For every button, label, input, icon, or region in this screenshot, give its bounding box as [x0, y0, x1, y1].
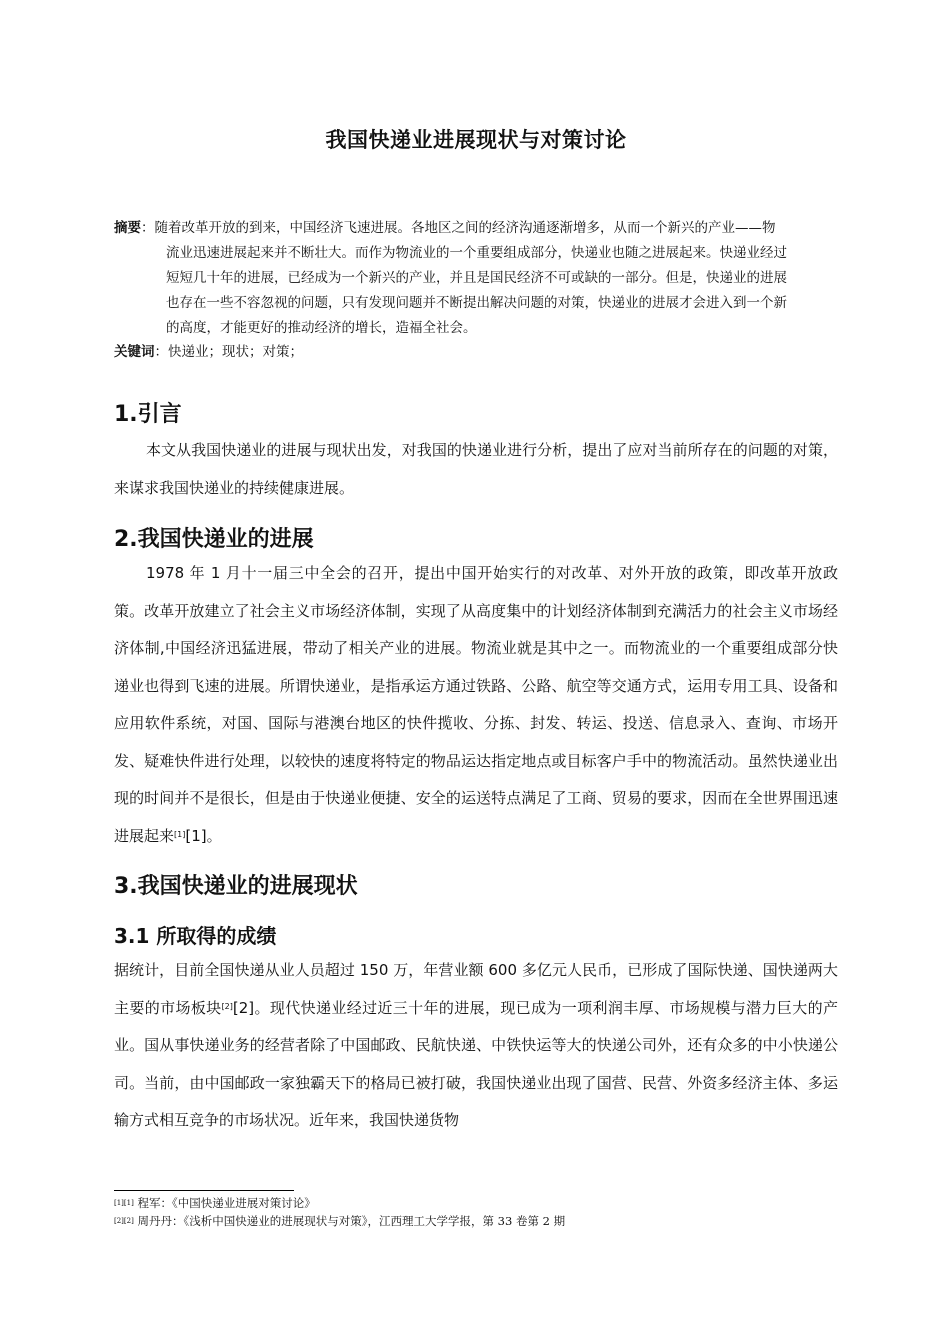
section-3-heading: 3.我国快递业的进展现状 [114, 874, 358, 899]
section-1-heading: 1.引言 [114, 402, 182, 427]
section-2-heading: 2.我国快递业的进展 [114, 527, 314, 552]
document-title: 我国快递业进展现状与对策讨论 [325, 128, 627, 152]
abstract-line-4: 也存在一些不容忽视的问题，只有发现问题并不断提出解决问题的对策，快递业的进展才会进入到一个新 [166, 295, 787, 311]
footnote-1 [114, 1195, 316, 1211]
keywords-label: 关键词 [114, 344, 155, 360]
footnote-ref-1[interactable]: [1] [174, 829, 186, 839]
section-3-1-heading: 3.1 所取得的成绩 [114, 924, 277, 948]
section-2-tail: [1]。 [185, 826, 222, 845]
keywords-text: 快递业；现状；对策； [168, 344, 303, 360]
footnote-2-text: 周丹丹：《浅析中国快递业的进展现状与对策》，江西理工大学学报，第 33 卷第 2 期 [137, 1214, 566, 1228]
abstract-line-5: 的高度，才能更好的推动经济的增长，造福全社会。 [166, 320, 477, 336]
abstract-text-1: 随着改革开放的到来，中国经济飞速进展。各地区之间的经济沟通逐渐增多，从而一个新兴的产业——物 [154, 220, 776, 236]
abstract-separator: ： [141, 220, 155, 236]
abstract-line-1 [114, 216, 838, 241]
abstract-line-3: 短短几十年的进展，已经成为一个新兴的产业，并且是国民经济不可或缺的一部分。但是，快递业的进展 [166, 270, 787, 286]
abstract-line-2: 流业迅速进展起来并不断壮大。而作为物流业的一个重要组成部分，快递业也随之进展起来。快递业经过 [166, 245, 787, 261]
abstract-label: 摘要 [114, 220, 141, 236]
section-3-1-text-b: [2]。现代快递业经过近三十年的进展，现已成为一项利润丰厚、市场规模与潜力巨大的产业。国从事快递业务的经营者除了中国邮政、民航快递、中铁快运等大的快递公司外，还有众多的中小快递公司。当前，由中国邮政一家独霸天下的格局已被打破，我国快递业出现了国营、民营、外资多经济主体、多运输方式相互竞争的市场状况。近年来，我国快递货物 [114, 998, 838, 1129]
footnote-2-mark: [2][2] [114, 1217, 134, 1225]
footnote-2 [114, 1213, 565, 1229]
section-3-1-text-a: 据统计，目前全国快递从业人员超过 150 万，年营业额 600 多亿元人民币，已形成了国际快递、国快递两大主要的市场板块 [114, 961, 838, 1017]
section-2-text: 1978 年 1 月十一届三中全会的召开，提出中国开始实行的对改革、对外开放的政策，即改革开放政策。改革开放建立了社会主义市场经济体制，实现了从高度集中的计划经济体制到充满活力的社会主义市场经济体制,中国经济迅猛进展，带动了相关产业的进展。物流业就是其中之一。而物流业的一个重要组成部分快递业也得到飞速的进展。所谓快递业，是指承运方通过铁路、公路、航空等交通方式，运用专用工具、设备和应用软件系统，对国、国际与港澳台地区的快件揽收、分拣、封发、转运、投送、信息录入、查询、市场开发、疑难快件进行处理，以较快的速度将特定的物品运达指定地点或目标客户手中的物流活动。虽然快递业出现的时间并不是很长，但是由于快递业便捷、安全的运送特点满足了工商、贸易的要求，因而在全世界围迅速进展起来 [114, 564, 838, 845]
section-2-paragraph [114, 555, 838, 855]
footnote-1-mark: [1][1] [114, 1199, 134, 1207]
keywords [114, 341, 303, 363]
footnote-1-text: 程军：《中国快递业进展对策讨论》 [137, 1196, 316, 1210]
keywords-separator: ： [154, 344, 168, 360]
section-1-paragraph: 本文从我国快递业的进展与现状出发，对我国的快递业进行分析，提出了应对当前所存在的问题的对策，来谋求我国快递业的持续健康进展。 [114, 441, 838, 497]
abstract [114, 216, 838, 341]
footnote-ref-2[interactable]: [2] [221, 1001, 233, 1011]
footnote-divider [114, 1190, 294, 1191]
section-3-1-paragraph [114, 952, 838, 1140]
